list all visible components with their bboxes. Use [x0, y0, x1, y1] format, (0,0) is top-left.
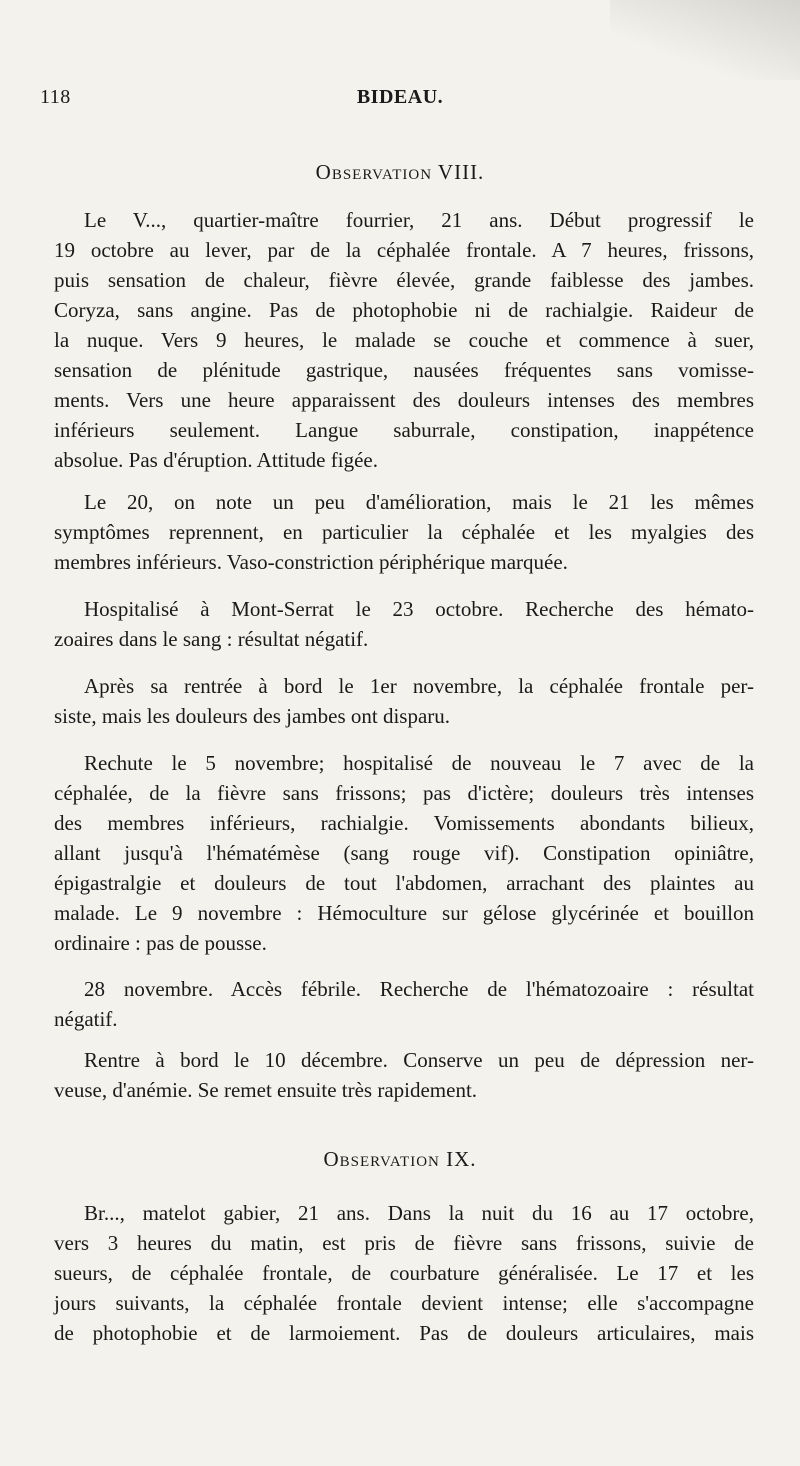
text-line: 28 novembre. Accès fébrile. Recherche de l'hématozoaire : résultat	[84, 977, 754, 1001]
text-line: inférieurs seulement. Langue saburrale, constipation, inappétence	[54, 418, 754, 442]
text-line: Coryza, sans angine. Pas de photophobie ni de rachialgie. Raideur de	[54, 298, 754, 322]
text-line: négatif.	[54, 1007, 118, 1031]
paragraph	[54, 974, 754, 1034]
text-line: veuse, d'anémie. Se remet ensuite très rapidement.	[54, 1078, 478, 1102]
text-line: épigastralgie et douleurs de tout l'abdomen, arrachant des plaintes au	[54, 871, 754, 895]
text-line: symptômes reprennent, en particulier la céphalée et les myalgies des	[54, 520, 754, 544]
text-line: la nuque. Vers 9 heures, le malade se couche et commence à suer,	[54, 328, 754, 352]
paragraph	[54, 205, 754, 475]
text-line: des membres inférieurs, rachialgie. Vomissements abondants bilieux,	[54, 811, 754, 835]
text-line: sueurs, de céphalée frontale, de courbature généralisée. Le 17 et les	[54, 1261, 754, 1285]
page-number: 118	[40, 86, 71, 108]
paragraph	[54, 671, 754, 731]
text-line: malade. Le 9 novembre : Hémoculture sur gélose glycérinée et bouillon	[54, 901, 754, 925]
text-line: Le 20, on note un peu d'amélioration, mais le 21 les mêmes	[84, 490, 754, 514]
paragraph	[54, 594, 754, 654]
paragraph	[54, 1045, 754, 1105]
text-line: absolue. Pas d'éruption. Attitude figée.	[54, 448, 378, 472]
text-line: zoaires dans le sang : résultat négatif.	[54, 627, 369, 651]
text-line: Rentre à bord le 10 décembre. Conserve un peu de dépression ner-	[84, 1048, 754, 1072]
text-line: céphalée, de la fièvre sans frissons; pas d'ictère; douleurs très intenses	[54, 781, 754, 805]
text-line: allant jusqu'à l'hématémèse (sang rouge vif). Constipation opiniâtre,	[54, 841, 754, 865]
text-line: jours suivants, la céphalée frontale devient intense; elle s'accompagne	[54, 1291, 754, 1315]
text-line: vers 3 heures du matin, est pris de fièvre sans frissons, suivie de	[54, 1231, 754, 1255]
text-line: Hospitalisé à Mont-Serrat le 23 octobre. Recherche des hémato-	[84, 597, 754, 621]
text-line: sensation de plénitude gastrique, nausées fréquentes sans vomisse-	[54, 358, 754, 382]
text-line: Après sa rentrée à bord le 1er novembre, la céphalée frontale per-	[84, 674, 754, 698]
text-line: de photophobie et de larmoiement. Pas de douleurs articulaires, mais	[54, 1321, 754, 1345]
paragraph	[54, 1198, 754, 1348]
text-line: ordinaire : pas de pousse.	[54, 931, 267, 955]
observation-8-title: Observation VIII.	[315, 160, 485, 184]
text-line: ments. Vers une heure apparaissent des douleurs intenses des membres	[54, 388, 754, 412]
page-header	[40, 86, 760, 116]
paragraph	[54, 748, 754, 958]
running-title: BIDEAU.	[356, 86, 444, 108]
text-line: siste, mais les douleurs des jambes ont disparu.	[54, 704, 451, 728]
observation-9-title: Observation IX.	[323, 1147, 477, 1171]
text-line: Le V..., quartier-maître fourrier, 21 ans. Début progressif le	[84, 208, 754, 232]
scan-shadow	[610, 0, 800, 80]
text-line: membres inférieurs. Vaso-constriction périphérique marquée.	[54, 550, 568, 574]
paragraph	[54, 487, 754, 577]
text-line: Br..., matelot gabier, 21 ans. Dans la nuit du 16 au 17 octobre,	[84, 1201, 754, 1225]
text-line: Rechute le 5 novembre; hospitalisé de nouveau le 7 avec de la	[84, 751, 754, 775]
text-line: puis sensation de chaleur, fièvre élevée, grande faiblesse des jambes.	[54, 268, 754, 292]
text-line: 19 octobre au lever, par de la céphalée frontale. A 7 heures, frissons,	[54, 238, 754, 262]
